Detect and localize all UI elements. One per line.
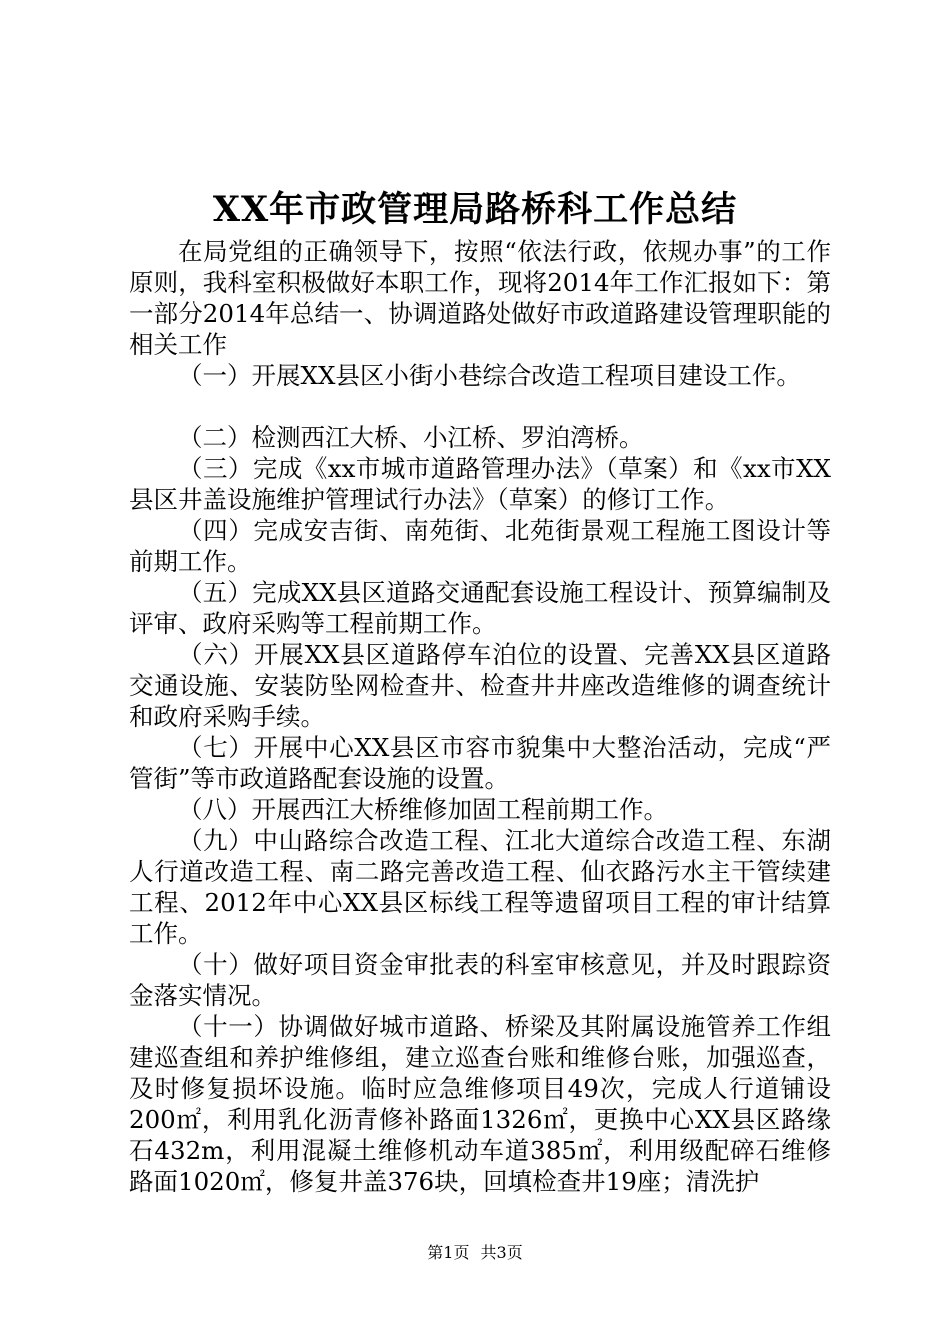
paragraph-intro: 在局党组的正确领导下，按照“依法行政，依规办事”的工作原则，我科室积极做好本职工作，现将2014年工作汇报如下：第一部分2014年总结一、协调道路处做好市政道路建设管理职能的相关工作 xyxy=(129,237,831,359)
paragraph-item-4: （四）完成安吉街、南苑街、北苑街景观工程施工图设计等前期工作。 xyxy=(129,516,831,576)
paragraph-item-3: （三）完成《xx市城市道路管理办法》（草案）和《xx市XX县区井盖设施维护管理试行办法》（草案）的修订工作。 xyxy=(129,454,831,514)
document-body xyxy=(129,236,831,1197)
page-total: 共3页 xyxy=(480,1243,523,1262)
page-number: 第1页 xyxy=(427,1243,470,1262)
paragraph-item-6: （六）开展XX县区道路停车泊位的设置、完善XX县区道路交通设施、安装防坠网检查井、检查井井座改造维修的调查统计和政府采购手续。 xyxy=(129,640,831,731)
document-title: XX年市政管理局路桥科工作总结 xyxy=(212,189,738,230)
paragraph-item-7: （七）开展中心XX县区市容市貌集中大整治活动，完成“严管街”等市政道路配套设施的设置。 xyxy=(129,733,831,793)
page-footer xyxy=(0,1240,950,1263)
paragraph-item-10: （十）做好项目资金审批表的科室审核意见，并及时跟踪资金落实情况。 xyxy=(129,950,831,1010)
paragraph-item-8: （八）开展西江大桥维修加固工程前期工作。 xyxy=(178,795,668,824)
paragraph-item-1: （一）开展XX县区小街小巷综合改造工程项目建设工作。 xyxy=(178,361,801,390)
paragraph-item-2: （二）检测西江大桥、小江桥、罗泊湾桥。 xyxy=(178,423,644,452)
paragraph-item-11: （十一）协调做好城市道路、桥梁及其附属设施管养工作组建巡查组和养护维修组，建立巡查台账和维修台账，加强巡查，及时修复损坏设施。临时应急维修项目49次，完成人行道铺设200㎡，利用乳化沥青修补路面1326㎡，更换中心XX县区路缘石432m，利用混凝土维修机动车道385㎡，利用级配碎石维修路面1020㎡，修复井盖376块，回填检查井19座；清洗护 xyxy=(129,1012,831,1196)
paragraph-item-5: （五）完成XX县区道路交通配套设施工程设计、预算编制及评审、政府采购等工程前期工作。 xyxy=(129,578,831,638)
paragraph-item-9: （九）中山路综合改造工程、江北大道综合改造工程、东湖人行道改造工程、南二路完善改造工程、仙衣路污水主干管续建工程、2012年中心XX县区标线工程等遗留项目工程的审计结算工作。 xyxy=(129,826,831,948)
